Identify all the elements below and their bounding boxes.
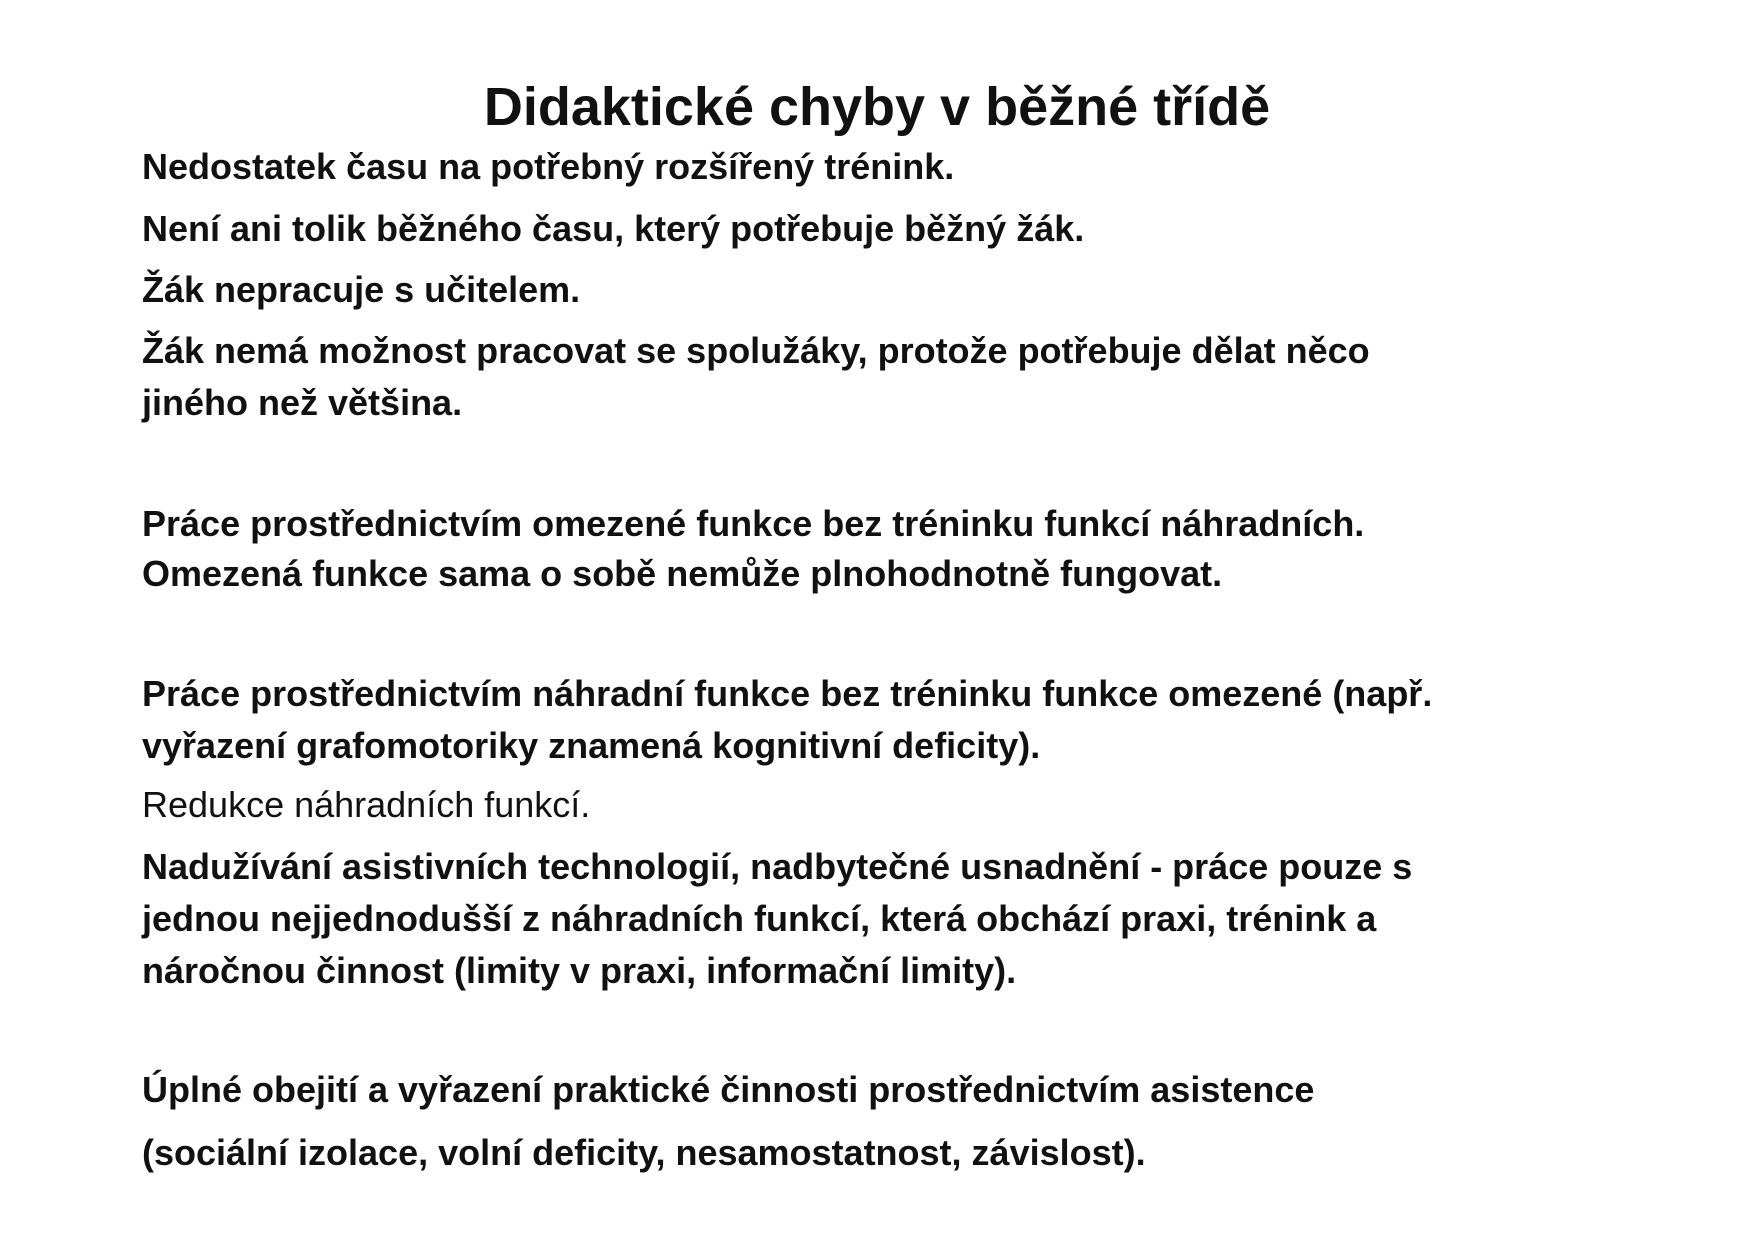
text-line-15: (sociální izolace, volní deficity, nesamostatnost, závislost).	[142, 1132, 1146, 1173]
text-line-11: Nadužívání asistivních technologií, nadbytečné usnadnění - práce pouze s	[142, 846, 1413, 887]
text-line-12: jednou nejjednodušší z náhradních funkcí, která obchází praxi, trénink a	[142, 898, 1377, 939]
text-line-10: Redukce náhradních funkcí.	[142, 784, 591, 825]
text-line-9: vyřazení grafomotoriky znamená kognitivní deficity).	[142, 725, 1041, 766]
text-line-14: Úplné obejití a vyřazení praktické činnosti prostřednictvím asistence	[142, 1069, 1315, 1110]
text-line-6: Práce prostřednictvím omezené funkce bez tréninku funkcí náhradních.	[142, 503, 1365, 544]
text-line-13: náročnou činnost (limity v praxi, informační limity).	[142, 950, 1017, 991]
slide-title: Didaktické chyby v běžné třídě	[483, 77, 1271, 137]
text-line-2: Není ani tolik běžného času, který potřebuje běžný žák.	[142, 208, 1085, 249]
text-line-7: Omezená funkce sama o sobě nemůže plnohodnotně fungovat.	[142, 553, 1223, 594]
text-line-1: Nedostatek času na potřebný rozšířený trénink.	[142, 146, 955, 187]
text-line-5: jiného než většina.	[142, 382, 463, 423]
text-line-8: Práce prostřednictvím náhradní funkce bez tréninku funkce omezené (např.	[142, 673, 1433, 714]
text-line-4: Žák nemá možnost pracovat se spolužáky, protože potřebuje dělat něco	[142, 330, 1370, 371]
text-line-3: Žák nepracuje s učitelem.	[142, 269, 581, 310]
